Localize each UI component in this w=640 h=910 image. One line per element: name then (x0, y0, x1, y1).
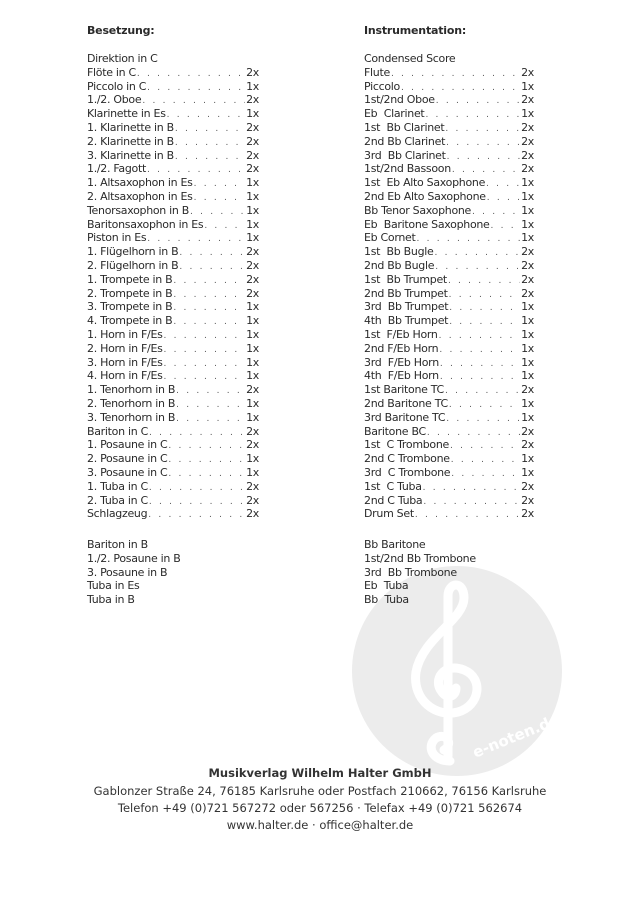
part-name: 1. Posaune in C (87, 438, 168, 452)
part-row (87, 425, 259, 439)
part-name: 2nd Baritone TC (364, 396, 448, 410)
part-name: 1. Altsaxophon in Es (87, 176, 193, 190)
dot-leader (204, 220, 245, 234)
part-row (364, 176, 534, 190)
part-name: Tenorsaxophon in B (87, 203, 190, 217)
part-row (364, 438, 534, 452)
part-quantity: 2x (521, 245, 534, 259)
dot-leader (440, 358, 520, 372)
part-row (364, 121, 534, 135)
part-name: 1. Horn in F/Es (87, 327, 163, 341)
dot-leader (173, 289, 245, 303)
part-name: 3. Tenorhorn in B (87, 410, 176, 424)
part-quantity: 1x (246, 107, 259, 121)
dot-leader (179, 247, 245, 261)
part-name: 2nd C Trombone (364, 452, 450, 466)
part-row (87, 300, 259, 314)
part-quantity: 2x (246, 93, 259, 107)
part-row (364, 162, 534, 176)
part-name: 1. Tuba in C (87, 479, 148, 493)
part-name: Schlagzeug (87, 507, 148, 521)
part-row (364, 259, 534, 273)
besetzung-heading: Besetzung: (87, 24, 155, 37)
part-name: 1st/2nd Oboe (364, 93, 435, 107)
dot-leader (439, 330, 520, 344)
part-quantity: 1x (521, 410, 534, 424)
part-quantity: 1x (521, 203, 534, 217)
part-name: Flute (364, 65, 390, 79)
part-row (87, 231, 259, 245)
part-quantity: 2x (246, 286, 259, 300)
part-quantity: 2x (246, 479, 259, 493)
part-quantity: 1x (521, 341, 534, 355)
dot-leader (194, 192, 245, 206)
part-quantity: 1x (246, 452, 259, 466)
part-row (364, 342, 534, 356)
part-name: 2nd Bb Clarinet (364, 134, 446, 148)
part-row (87, 135, 259, 149)
part-name: 4th F/Eb Horn (364, 369, 439, 383)
part-row (364, 466, 534, 480)
part-name: Flöte in C (87, 65, 136, 79)
part-row (87, 149, 259, 163)
part-name: 2nd C Tuba (364, 493, 423, 507)
part-quantity: 2x (246, 134, 259, 148)
part-quantity: 2x (246, 162, 259, 176)
part-row (364, 245, 534, 259)
part-quantity: 2x (521, 286, 534, 300)
part-name: 2. Klarinette in B (87, 134, 174, 148)
dot-leader (445, 385, 520, 399)
dot-leader (176, 399, 245, 413)
instrumentation-extra-list (364, 538, 534, 607)
part-row (364, 218, 534, 232)
part-name: Klarinette in Es (87, 107, 166, 121)
part-quantity: 2x (246, 493, 259, 507)
part-quantity: 2x (521, 493, 534, 507)
part-row (87, 507, 259, 521)
dot-leader (435, 247, 521, 261)
part-name: 1st F/Eb Horn (364, 327, 438, 341)
dot-leader (450, 440, 520, 454)
part-name: 3. Posaune in C (87, 465, 168, 479)
part-row (87, 369, 259, 383)
publisher-name: Musikverlag Wilhelm Halter GmbH (208, 766, 432, 780)
part-row (364, 369, 534, 383)
part-quantity: 1x (246, 176, 259, 190)
part-quantity: 1x (521, 314, 534, 328)
part-row (364, 204, 534, 218)
part-quantity: 1x (521, 189, 534, 203)
part-row (87, 411, 259, 425)
part-row (87, 328, 259, 342)
part-quantity: 1x (246, 217, 259, 231)
dot-leader (176, 413, 245, 427)
part-quantity: 2x (521, 65, 534, 79)
dot-leader (439, 344, 520, 358)
publisher-phone: Telefon +49 (0)721 567272 oder 567256 · Telefax +49 (0)721 562674 (117, 801, 523, 815)
part-row (87, 480, 259, 494)
dot-leader (423, 482, 520, 496)
part-name: 1st Bb Clarinet (364, 120, 445, 134)
dot-leader (173, 316, 245, 330)
dot-leader (167, 109, 245, 123)
dot-leader (451, 454, 520, 468)
part-quantity: 2x (246, 120, 259, 134)
part-row (87, 494, 259, 508)
part-quantity: 2x (246, 245, 259, 259)
part-name: 2nd Eb Alto Saxophone (364, 189, 486, 203)
part-row (364, 480, 534, 494)
dot-leader (436, 95, 520, 109)
part-quantity: 1x (521, 176, 534, 190)
dot-leader (149, 496, 245, 510)
extra-part-row: Bariton in B (87, 538, 148, 552)
part-row (87, 356, 259, 370)
part-quantity: 1x (521, 217, 534, 231)
part-row (364, 300, 534, 314)
besetzung-extra-list (87, 538, 259, 607)
part-name: 3rd Baritone TC (364, 410, 446, 424)
dot-leader (440, 371, 520, 385)
part-quantity: 1x (521, 79, 534, 93)
part-name: 3rd Bb Trumpet (364, 300, 449, 314)
dot-leader (147, 82, 245, 96)
part-quantity: 1x (246, 314, 259, 328)
part-quantity: 2x (521, 120, 534, 134)
part-name: 2nd F/Eb Horn (364, 341, 439, 355)
dot-leader (449, 302, 520, 316)
part-row (364, 328, 534, 342)
part-row (87, 121, 259, 135)
part-name: 2. Trompete in B (87, 286, 173, 300)
part-quantity: 2x (521, 383, 534, 397)
part-name: Condensed Score (364, 52, 456, 65)
part-quantity: 2x (521, 479, 534, 493)
part-quantity: 1x (521, 396, 534, 410)
part-name: 4. Horn in F/Es (87, 369, 163, 383)
extra-part-row: Tuba in Es (87, 579, 140, 593)
part-quantity: 2x (246, 272, 259, 286)
part-row (364, 411, 534, 425)
part-name: 3rd C Trombone (364, 465, 451, 479)
dot-leader (164, 344, 246, 358)
part-quantity: 2x (521, 424, 534, 438)
part-name: 2. Altsaxophon in Es (87, 189, 193, 203)
part-quantity: 2x (521, 438, 534, 452)
part-row (364, 314, 534, 328)
part-quantity: 1x (246, 369, 259, 383)
part-quantity: 1x (246, 231, 259, 245)
part-quantity: 2x (521, 134, 534, 148)
part-quantity: 1x (521, 107, 534, 121)
part-quantity: 1x (246, 410, 259, 424)
part-name: Bb Tenor Saxophone (364, 203, 472, 217)
part-row (364, 66, 534, 80)
part-row (87, 162, 259, 176)
dot-leader (449, 289, 520, 303)
part-row (364, 273, 534, 287)
dot-leader (168, 454, 245, 468)
part-name: 1. Klarinette in B (87, 120, 174, 134)
part-row (87, 466, 259, 480)
part-name: Eb Clarinet (364, 107, 425, 121)
part-name: Drum Set (364, 507, 414, 521)
part-row (364, 149, 534, 163)
part-row (87, 66, 259, 80)
part-quantity: 2x (521, 148, 534, 162)
part-quantity: 2x (246, 258, 259, 272)
dot-leader (164, 358, 246, 372)
part-row (364, 231, 534, 245)
publisher-address: Gablonzer Straße 24, 76185 Karlsruhe oder Postfach 210662, 76156 Karlsruhe (93, 784, 547, 798)
part-row (87, 204, 259, 218)
part-quantity: 2x (521, 93, 534, 107)
dot-leader (486, 178, 520, 192)
part-name: Direktion in C (87, 52, 158, 65)
part-row (87, 80, 259, 94)
dot-leader (176, 385, 245, 399)
part-row (364, 356, 534, 370)
part-name: 2nd Bb Bugle (364, 258, 435, 272)
dot-leader (446, 413, 520, 427)
part-quantity: 1x (246, 203, 259, 217)
instrumentation-heading: Instrumentation: (364, 24, 467, 37)
dot-leader (175, 123, 245, 137)
part-name: 1. Tenorhorn in B (87, 383, 176, 397)
part-name: 2nd Bb Trumpet (364, 286, 448, 300)
part-quantity: 2x (246, 148, 259, 162)
part-row (364, 93, 534, 107)
part-quantity: 1x (521, 355, 534, 369)
part-row (87, 314, 259, 328)
part-quantity: 1x (521, 452, 534, 466)
part-name: 3. Trompete in B (87, 300, 173, 314)
part-row (87, 273, 259, 287)
part-quantity: 1x (246, 355, 259, 369)
part-name: 2. Horn in F/Es (87, 341, 163, 355)
dot-leader (137, 68, 245, 82)
part-quantity: 2x (246, 383, 259, 397)
part-quantity: 1x (521, 369, 534, 383)
part-row (87, 176, 259, 190)
dot-leader (449, 399, 520, 413)
part-name: 1st Baritone TC (364, 383, 444, 397)
part-row (87, 342, 259, 356)
part-name: 2. Tuba in C (87, 493, 148, 507)
part-name: 1st C Trombone (364, 438, 449, 452)
part-name: 1st/2nd Bassoon (364, 162, 451, 176)
part-quantity: 1x (246, 465, 259, 479)
dot-leader (415, 509, 520, 523)
part-row (364, 397, 534, 411)
part-name: Eb Baritone Saxophone (364, 217, 490, 231)
extra-part-row: Eb Tuba (364, 579, 409, 593)
part-name: 1st Bb Trumpet (364, 272, 447, 286)
dot-leader (179, 261, 245, 275)
part-row (364, 507, 534, 521)
part-name: 2. Posaune in C (87, 452, 168, 466)
part-name: Eb Cornet (364, 231, 416, 245)
part-quantity: 2x (521, 507, 534, 521)
part-name: 1st Bb Bugle (364, 245, 434, 259)
part-quantity: 1x (246, 300, 259, 314)
publisher-web: www.halter.de · office@halter.de (226, 818, 414, 832)
part-row (87, 452, 259, 466)
part-row (364, 52, 534, 66)
dot-leader (447, 151, 520, 165)
part-row (364, 494, 534, 508)
part-quantity: 2x (521, 258, 534, 272)
part-quantity: 2x (521, 272, 534, 286)
part-name: Bariton in C (87, 424, 148, 438)
part-name: 1./2. Fagott (87, 162, 146, 176)
besetzung-column (87, 24, 259, 607)
dot-leader (451, 468, 520, 482)
part-name: 1. Trompete in B (87, 272, 173, 286)
part-row (87, 190, 259, 204)
dot-leader (445, 123, 520, 137)
part-row (364, 287, 534, 301)
dot-leader (173, 275, 245, 289)
part-name: 1. Flügelhorn in B (87, 245, 179, 259)
part-name: 2. Tenorhorn in B (87, 396, 176, 410)
part-name: 1./2. Oboe (87, 93, 142, 107)
instrumentation-column (364, 24, 534, 607)
part-row (364, 383, 534, 397)
part-quantity: 1x (246, 327, 259, 341)
part-row (364, 135, 534, 149)
dot-leader (448, 275, 520, 289)
part-row (87, 245, 259, 259)
part-quantity: 1x (521, 300, 534, 314)
dot-leader (449, 316, 520, 330)
part-row (87, 93, 259, 107)
part-quantity: 2x (521, 162, 534, 176)
part-name: 3. Horn in F/Es (87, 355, 163, 369)
dot-leader (164, 330, 246, 344)
part-row (364, 452, 534, 466)
part-name: 4th Bb Trumpet (364, 314, 449, 328)
part-row (87, 107, 259, 121)
dot-leader (175, 151, 245, 165)
dot-leader (446, 137, 520, 151)
part-name: 3rd Bb Clarinet (364, 148, 446, 162)
extra-part-row: 1./2. Posaune in B (87, 551, 181, 565)
part-quantity: 1x (246, 189, 259, 203)
part-quantity: 1x (521, 327, 534, 341)
part-name: 4. Trompete in B (87, 314, 173, 328)
part-quantity: 1x (246, 396, 259, 410)
part-name: Piston in Es (87, 231, 147, 245)
part-row (364, 190, 534, 204)
extra-part-row: 1st/2nd Bb Trombone (364, 551, 476, 565)
part-name: Piccolo in C (87, 79, 147, 93)
dot-leader (491, 220, 521, 234)
dot-leader (149, 482, 245, 496)
part-row (87, 383, 259, 397)
part-quantity: 1x (246, 341, 259, 355)
part-name: 1st Eb Alto Saxophone (364, 176, 486, 190)
part-quantity: 1x (521, 231, 534, 245)
part-row (87, 287, 259, 301)
dot-leader (487, 192, 520, 206)
part-row (364, 80, 534, 94)
dot-leader (194, 178, 245, 192)
besetzung-list (87, 52, 259, 521)
part-quantity: 1x (246, 79, 259, 93)
dot-leader (173, 302, 245, 316)
part-row (87, 218, 259, 232)
dot-leader (168, 440, 245, 454)
part-quantity: 2x (246, 65, 259, 79)
dot-leader (175, 137, 245, 151)
part-quantity: 1x (521, 465, 534, 479)
dot-leader (148, 509, 245, 523)
watermark-text: e-noten.de (469, 710, 563, 762)
part-name: Piccolo (364, 79, 400, 93)
part-name: Baritone BC (364, 424, 426, 438)
part-quantity: 2x (246, 438, 259, 452)
extra-part-row: Tuba in B (87, 593, 135, 607)
part-row (87, 259, 259, 273)
part-row (364, 425, 534, 439)
part-name: 2. Flügelhorn in B (87, 258, 179, 272)
part-name: 3. Klarinette in B (87, 148, 174, 162)
dot-leader (391, 68, 520, 82)
part-row (364, 107, 534, 121)
part-quantity: 2x (246, 424, 259, 438)
part-row (87, 52, 259, 66)
part-name: 3rd F/Eb Horn (364, 355, 439, 369)
part-name: 1st C Tuba (364, 479, 422, 493)
extra-part-row: Bb Baritone (364, 538, 426, 552)
dot-leader (423, 496, 520, 510)
dot-leader (164, 371, 246, 385)
dot-leader (168, 468, 245, 482)
part-name: Baritonsaxophon in Es (87, 217, 204, 231)
extra-part-row: 3rd Bb Trombone (364, 565, 457, 579)
dot-leader (435, 261, 520, 275)
part-quantity: 2x (246, 507, 259, 521)
extra-part-row: Bb Tuba (364, 593, 409, 607)
part-row (87, 438, 259, 452)
extra-part-row: 3. Posaune in B (87, 565, 168, 579)
part-row (87, 397, 259, 411)
instrumentation-list (364, 52, 534, 521)
